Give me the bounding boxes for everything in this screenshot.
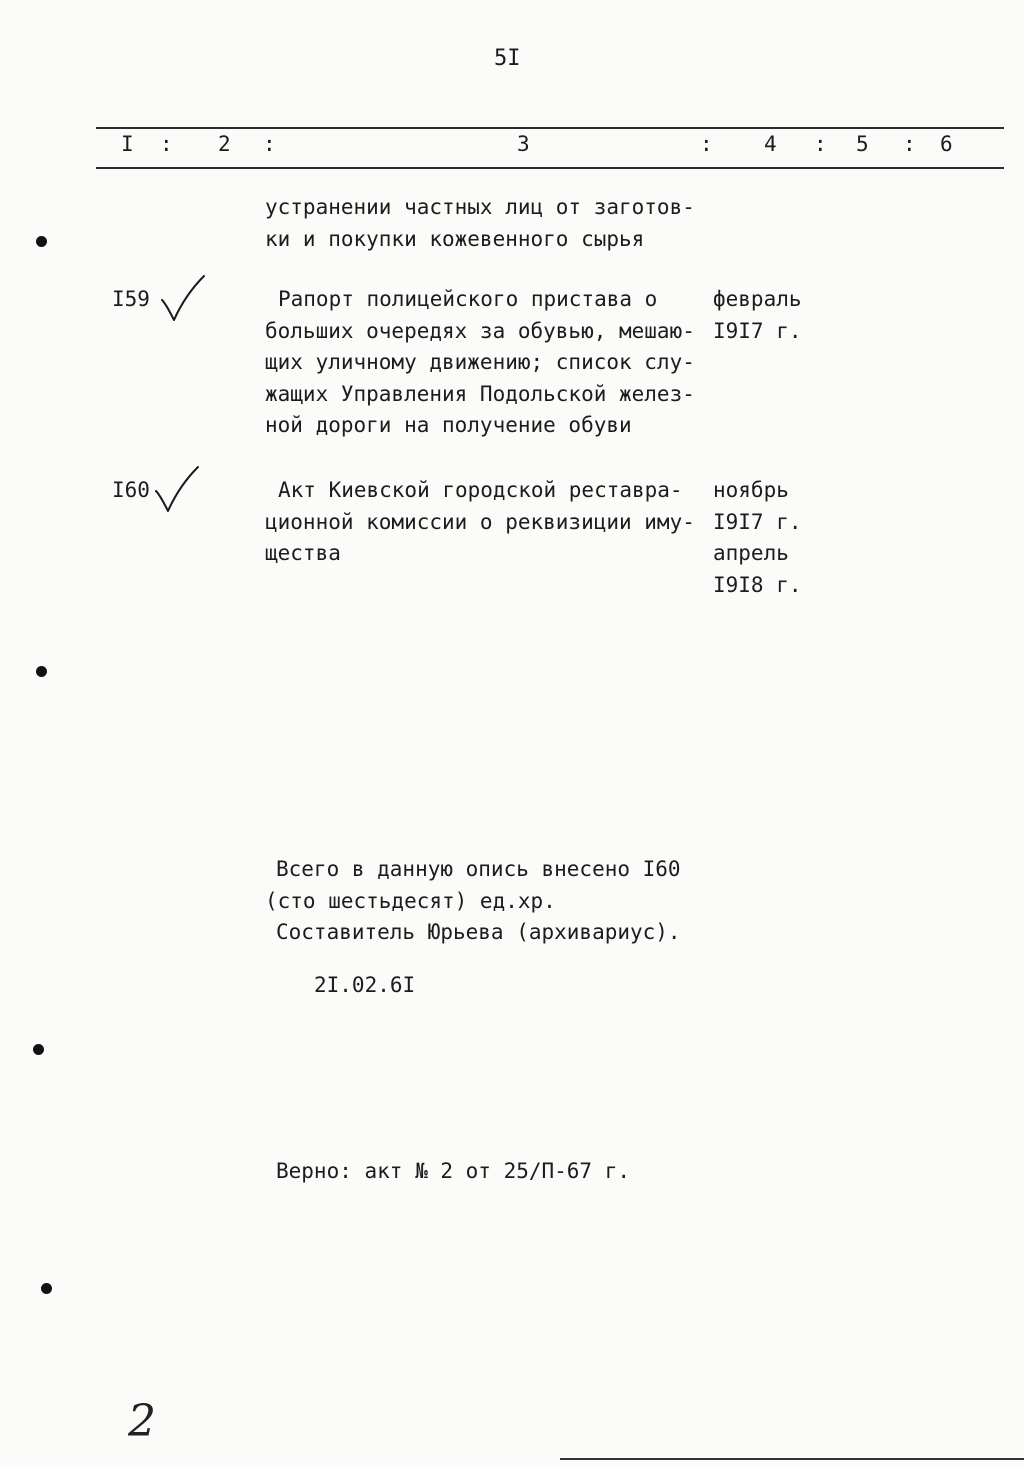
text-line: Акт Киевской городской реставра- xyxy=(278,478,683,502)
date-line: апрель xyxy=(713,541,789,565)
date-line: I9I7 г. xyxy=(713,509,802,534)
checkmark-icon xyxy=(154,465,202,515)
text-line: ционной комиссии о реквизиции иму- xyxy=(265,509,695,534)
entry-dates xyxy=(713,475,802,601)
checkmark-icon xyxy=(160,274,208,324)
entry-description xyxy=(265,284,695,442)
header-separator: : xyxy=(814,132,827,156)
header-col-5: 5 xyxy=(856,132,869,156)
handwritten-mark: 2 xyxy=(128,1396,156,1447)
header-separator: : xyxy=(263,132,276,156)
date-line: I9I7 г. xyxy=(713,318,802,343)
header-col-1: I xyxy=(121,132,134,156)
binding-hole xyxy=(33,1044,44,1055)
summary-text xyxy=(265,854,681,949)
verification-note: Верно: акт № 2 от 25/П-67 г. xyxy=(276,1159,631,1183)
compilation-date: 2I.02.6I xyxy=(314,973,416,997)
date-line: I9I8 г. xyxy=(713,572,802,597)
header-separator: : xyxy=(700,132,713,156)
entry-description xyxy=(265,475,695,570)
header-col-3: 3 xyxy=(517,132,530,156)
entry-number: I59 xyxy=(112,287,150,311)
header-separator: : xyxy=(160,132,173,156)
text-line: Всего в данную опись внесено I60 xyxy=(276,857,681,881)
entry-dates xyxy=(713,284,802,347)
text-line: устранении частных лиц от заготов- xyxy=(265,195,695,219)
header-col-4: 4 xyxy=(764,132,777,156)
text-line: ной дороги на получение обуви xyxy=(265,413,632,437)
text-line: ки и покупки кожевенного сырья xyxy=(265,226,645,251)
text-line: жащих Управления Подольской желез- xyxy=(265,381,695,406)
bottom-edge-line xyxy=(560,1458,1024,1460)
continuation-text xyxy=(265,192,695,255)
header-separator: : xyxy=(903,132,916,156)
text-line: щества xyxy=(265,541,341,565)
header-rule-bottom xyxy=(96,167,1004,169)
header-col-6: 6 xyxy=(940,132,953,156)
page-number: 5I xyxy=(494,46,521,71)
text-line: (сто шестьдесят) ед.хр. xyxy=(265,888,556,913)
binding-hole xyxy=(36,236,47,247)
date-line: ноябрь xyxy=(713,478,789,502)
binding-hole xyxy=(41,1283,52,1294)
header-col-2: 2 xyxy=(218,132,231,156)
binding-hole xyxy=(36,666,47,677)
header-rule-top xyxy=(96,127,1004,129)
text-line: щих уличному движению; список слу- xyxy=(265,350,695,374)
text-line: больших очередях за обувью, мешаю- xyxy=(265,318,695,343)
text-line: Рапорт полицейского пристава о xyxy=(278,287,658,311)
date-line: февраль xyxy=(713,287,802,311)
text-line: Составитель Юрьева (архивариус). xyxy=(276,920,681,944)
entry-number: I60 xyxy=(112,478,150,502)
